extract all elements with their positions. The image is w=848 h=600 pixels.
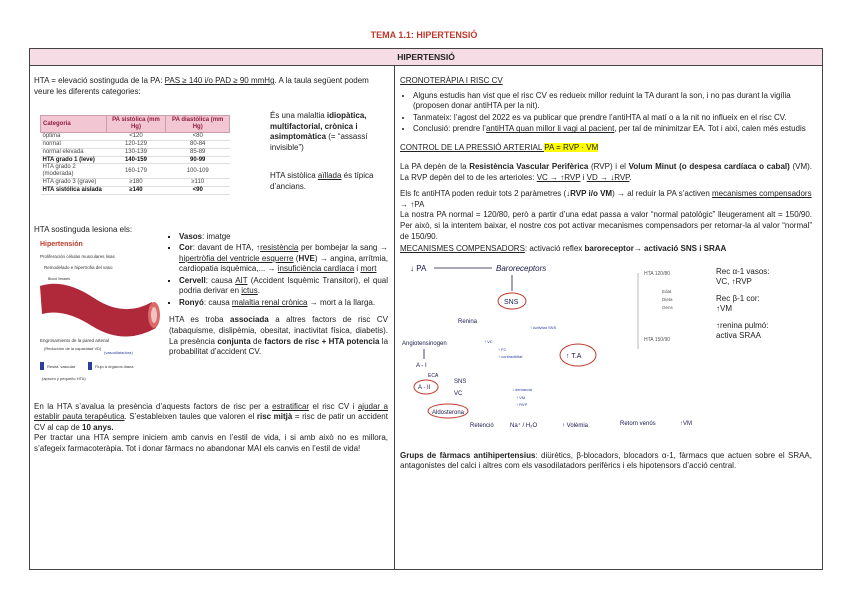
organ-underlined: AIT — [235, 275, 248, 285]
eval-underlined: ajudar a establir pauta terapèutica — [34, 401, 388, 422]
diagram-label: Resist. vascular — [47, 363, 76, 369]
sketch-note: ↑ VM — [516, 394, 526, 400]
eval-text: el risc CV i — [309, 401, 358, 411]
organ-name: Vasos — [179, 231, 203, 241]
organ-underlined: hipertròfia del ventricle esquerre — [179, 253, 294, 263]
receptor-effect: activa SRAA — [716, 331, 761, 341]
sketch-label: ECA — [428, 372, 439, 379]
sketch-label: Retenció — [470, 422, 494, 429]
drug-groups-text: : diürètics, β-blocadors, blocadors α-1, fàrmacs que actuen sobre el SRAA, antagonistes del calci i altres com els vasodilatadors perifèrics i els hipotensors d’acció central. — [400, 450, 812, 471]
organ-underlined: ictus — [241, 286, 258, 296]
page-title: TEMA 1.1: HIPERTENSIÓ — [370, 30, 478, 40]
bp-control-heading-text: CONTROL DE LA PRESSIÓ ARTERIAL — [400, 142, 545, 152]
chronotherapy-item — [413, 124, 812, 135]
eval-bold: risc mitjà — [256, 412, 293, 422]
fc-text: → ↑PA — [400, 199, 425, 209]
sketch-note: ↑ contractilitat — [498, 353, 523, 359]
receptor-name: Rec α-1 vasos: — [716, 266, 770, 276]
assoc-text: de — [250, 336, 265, 346]
receptor-note — [716, 321, 812, 342]
conclusion-text: Conclusió: prendre l’ — [413, 124, 486, 134]
organ-text: : imatge — [202, 231, 231, 241]
organ-list — [166, 232, 388, 309]
sketch-note: ↑ Activitat SNS — [530, 324, 557, 330]
table-cell: HTA sistólica aislada — [41, 187, 107, 195]
graph-label: HTA 150/90 — [644, 336, 671, 343]
diagram-label: Flujo a órganos diana — [95, 363, 134, 369]
assoc-text: la probabilitat d’accident CV. — [169, 336, 389, 357]
sketch-label: ↑VM — [680, 420, 692, 427]
sketch-label: A - II — [418, 384, 431, 391]
table-row — [41, 148, 230, 156]
chronotherapy-heading-text: CRONOTERÀPIA I RISC CV — [400, 76, 503, 85]
bp-control-heading — [400, 143, 812, 154]
table-cell: <80 — [166, 132, 230, 140]
sketch-label: ↑ Volèmia — [562, 422, 589, 429]
diagram-label: (vasodilatadora) — [104, 349, 133, 355]
table-cell: <90 — [166, 187, 230, 195]
disease-text: És una malaltia — [270, 111, 327, 121]
sketch-label: Baroreceptors — [496, 263, 547, 273]
down-arrow-icon — [40, 362, 44, 370]
table-row — [41, 164, 230, 179]
compensatory-bold: baroreceptor→ activació SNS i SRAA — [584, 244, 727, 254]
sketch-label: ↓ PA — [410, 263, 427, 273]
graph-label: Dieta — [662, 296, 673, 302]
organ-text: ( — [293, 253, 299, 263]
organ-text: i — [354, 264, 361, 274]
table-cell: 120-129 — [106, 140, 166, 148]
organ-underlined: insuficiència cardíaca — [277, 264, 355, 274]
pa-text: . — [629, 172, 632, 182]
sketch-label: Na⁺ / H₂O — [510, 422, 538, 429]
pa-text: (VM). La RVP depèn del to de les arterioles: — [400, 162, 813, 182]
vessel-inner-icon — [151, 307, 157, 323]
table-row — [41, 156, 230, 164]
organ-item-ronyo — [179, 298, 388, 309]
sketch-label: Aldosterona — [432, 409, 465, 416]
table-row — [41, 179, 230, 187]
pa-explanation — [400, 162, 812, 183]
table-cell: <120 — [106, 132, 166, 140]
conclusion-text: , per tal de minimitzar EA. Tot i així, calen més estudis — [614, 124, 806, 134]
content-frame — [29, 48, 823, 570]
table-row — [41, 187, 230, 195]
assoc-bold: factors de risc + HTA potencia — [264, 336, 380, 346]
table-cell: HTA grado 3 (grave) — [41, 179, 107, 187]
organ-text: : causa — [203, 297, 232, 307]
table-cell: 85-89 — [166, 148, 230, 156]
chronotherapy-item: • Alguns estudis han vist que el risc CV es redueix millor reduint la TA durant la son, i no pas durant la vigília (proposen donar antiHTA per la nit). — [413, 91, 812, 112]
hta-definition — [34, 76, 384, 97]
receptor-name: ↑renina pulmó: — [716, 320, 769, 330]
receptor-note — [716, 267, 812, 288]
table-cell: 140-159 — [106, 156, 166, 164]
assoc-bold: associada — [230, 315, 269, 325]
sketch-label: Angiotensinogen — [402, 340, 447, 347]
graph-label: Edat — [662, 288, 672, 294]
pa-bold: Volum Minut (o despesa cardíaca o cabal) — [628, 162, 790, 172]
sketch-label: SNS — [504, 298, 519, 306]
pa-bold: Resistència Vascular Perifèrica — [469, 162, 589, 172]
disease-nickname: (= “assassí invisible”) — [270, 132, 368, 152]
receptor-notes — [716, 267, 812, 342]
chronotherapy-item: • Tanmateix: l’agost del 2022 es va publicar que prendre l’antiHTA al matí o a la nit no influeix en el risc CV. — [413, 113, 812, 124]
eval-text: . S’estableixen taules que valoren el — [124, 412, 257, 422]
table-cell: normal — [41, 140, 107, 148]
disease-description — [270, 111, 390, 153]
sketch-label: VC — [454, 390, 463, 397]
hypertension-diagram-svg — [34, 238, 164, 388]
sketch-note: ↓ demanda — [512, 386, 532, 392]
eval-text: En la HTA s’avalua la presència d’aquests factors de risc per a — [34, 401, 273, 411]
table-cell: ≥180 — [106, 179, 166, 187]
graph-label: HTA 120/80 — [644, 270, 671, 277]
table-header: PA diastòlica (mm Hg) — [166, 116, 230, 133]
table-cell: 100-109 — [166, 164, 230, 179]
diagram-label: (aprueo y pequeño HTA) — [42, 375, 86, 381]
compensatory-sketch-wrap — [400, 259, 812, 451]
organ-list-wrap — [166, 232, 388, 358]
eval-underlined: estratificar — [272, 401, 310, 411]
pa-underlined: VD → ↓RVP — [586, 172, 630, 182]
table-cell: ≥140 — [106, 187, 166, 195]
sketch-label: SNS — [454, 378, 467, 385]
drug-groups — [400, 451, 812, 472]
organ-text: . — [257, 286, 260, 296]
organ-item-cervell — [179, 276, 388, 297]
table-header: Categoria — [41, 116, 107, 133]
sketch-label: Retorn venós — [620, 420, 656, 427]
pa-text: (RVP) i el — [588, 162, 629, 172]
pa-text: La PA depèn de la — [400, 162, 470, 172]
organ-underlined: malaltia renal crònica — [231, 297, 308, 307]
pa-text: i — [580, 172, 587, 182]
diagram-label: (Reducción de la capacidad VD) — [44, 345, 102, 351]
down-arrow-icon — [88, 362, 92, 370]
isolated-text-2: és típica d’ancians. — [270, 171, 374, 191]
hypertension-diagram — [34, 238, 164, 388]
sketch-note: ↑ VC — [484, 338, 493, 344]
organ-text: per bombejar la sang → — [298, 243, 388, 253]
antihta-effect — [400, 189, 812, 210]
hta-definition-text-2: . A la taula següent podem veure les diferents categories: — [34, 76, 369, 96]
drug-groups-title: Grups de fàrmacs antihipertensius — [400, 450, 536, 460]
isolated-text: HTA sistòlica — [270, 171, 318, 181]
sketch-note: ↑ RVP — [516, 401, 528, 407]
diagram-label: Proliferación células musculares lisas — [40, 253, 115, 259]
left-column — [34, 76, 388, 454]
chronotherapy-heading — [400, 76, 812, 87]
table-cell: 80-84 — [166, 140, 230, 148]
receptor-note — [716, 294, 812, 315]
sketch-label: Renina — [458, 318, 478, 325]
organ-underlined: resistència — [260, 243, 299, 253]
organ-bold: HVE — [298, 253, 315, 263]
table-cell: 130-139 — [106, 148, 166, 156]
table-cell: òptima — [41, 132, 107, 140]
hta-definition-text: HTA = elevació sostinguda de la PA: — [34, 76, 165, 85]
receptor-name: Rec β-1 cor: — [716, 293, 760, 303]
sketch-label: A - I — [416, 362, 427, 369]
receptor-effect: VC, ↑RVP — [716, 277, 752, 287]
table-row — [41, 140, 230, 148]
table-cell: 160-179 — [106, 164, 166, 179]
organ-name: Ronyó — [179, 297, 204, 307]
bp-formula: PA = RVP · VM — [544, 142, 599, 152]
sketch-note: ↑ FC — [498, 346, 507, 352]
diagram-title: Hipertensión — [40, 240, 83, 248]
compensatory-heading — [400, 244, 812, 255]
organ-item-vasos — [179, 232, 388, 243]
compensatory-text: : activació reflex — [524, 244, 585, 254]
compensatory-heading-text: MECANISMES COMPENSADORS — [400, 244, 525, 254]
blood-vessel-icon — [40, 283, 156, 336]
organ-name: Cervell — [179, 275, 206, 285]
isolated-word: aïllada — [317, 171, 342, 181]
assoc-text: a altres factors de risc CV (tabaquisme, dislipèmia, obesitat, inactivitat física, diabetis). La presència — [169, 315, 388, 346]
organ-text: → mort a la llarga. — [307, 297, 376, 307]
organ-item-cor — [179, 243, 388, 275]
sketch-label: ↑ T.A — [566, 352, 582, 360]
table-header: PA sistòlica (mm Hg) — [106, 116, 166, 133]
pa-underlined: VC → ↑RVP — [536, 172, 581, 182]
table-cell: HTA grado 2 (moderada) — [41, 164, 107, 179]
fc-text: Els fc antiHTA poden reduir tots 2 paràmetres ( — [400, 189, 567, 199]
organ-text: : davant de HTA, ↑ — [192, 243, 261, 253]
fc-underlined: mecanismes compensadors — [711, 189, 812, 199]
organ-text: (Accident Isquèmic Transitori), el qual podria derivar en — [179, 275, 389, 296]
bp-category-table — [40, 115, 230, 195]
isolated-systolic-note — [270, 171, 388, 192]
treatment-text: Per tractar una HTA sempre iniciem amb canvis en l’estil de vida, i si amb això no es millora, s’afegeix farmacoteràpia. Tot i donar fàrmacs no abandonar MAI els canvis en l’estil de vida! — [34, 433, 388, 453]
section-heading: HIPERTENSIÓ — [30, 49, 822, 66]
table-cell: normal elevada — [41, 148, 107, 156]
diagram-label: Engrosamiento de la pared arterial — [40, 337, 110, 343]
hta-threshold: PAS ≥ 140 i/o PAD ≥ 90 mmHg — [164, 76, 275, 85]
graph-label: Gens — [662, 304, 673, 310]
receptor-effect: ↑VM — [716, 304, 732, 314]
organ-text: ) → angina, arrítmia, cardiopatia isquèmica,... → — [179, 253, 388, 274]
normal-pa-text: La nostra PA normal = 120/80, però a partir d’una edat passa a valor “normal patològic” lleugerament alt = 150/90. Per això, si la intentem baixar, el nostre cos pot activar mecanismes compensadors per retornar-la al valor “normal” de 150/90. — [400, 210, 812, 241]
table-cell: HTA grado 1 (leve) — [41, 156, 107, 164]
eval-bold: 10 anys. — [82, 422, 114, 432]
diagram-label: Blood Vessels — [48, 276, 70, 281]
risk-evaluation-text — [34, 402, 388, 434]
lesions-title: HTA sostinguda lesiona els: — [34, 225, 133, 235]
disease-attributes: idiopàtica, multifactorial, crònica i asimptomàtica — [270, 111, 367, 142]
table-row — [41, 132, 230, 140]
table-cell: ≥110 — [166, 179, 230, 187]
fc-text: ) → al reduir la PA s’activen — [612, 189, 712, 199]
eval-text: = risc de patir un accident CV al cap de — [34, 412, 388, 432]
organ-name: Cor — [179, 243, 193, 253]
table-cell: 90-99 — [166, 156, 230, 164]
fc-bold: ↓RVP i/o VM — [566, 189, 613, 199]
conclusion-underlined: antiHTA quan millor li vagi al pacient — [485, 124, 615, 134]
right-column — [400, 76, 812, 472]
chronotherapy-list — [400, 91, 812, 135]
compensatory-sketch — [400, 259, 712, 449]
organ-underlined: mort — [360, 264, 377, 274]
diagram-label: Remodelado e hipertrofia del vaso — [44, 264, 113, 270]
organ-text: : causa — [205, 275, 236, 285]
assoc-text: HTA es troba — [169, 315, 231, 325]
assoc-bold: conjunta — [217, 336, 251, 346]
column-divider — [394, 66, 395, 569]
associated-risk-text — [169, 315, 388, 357]
